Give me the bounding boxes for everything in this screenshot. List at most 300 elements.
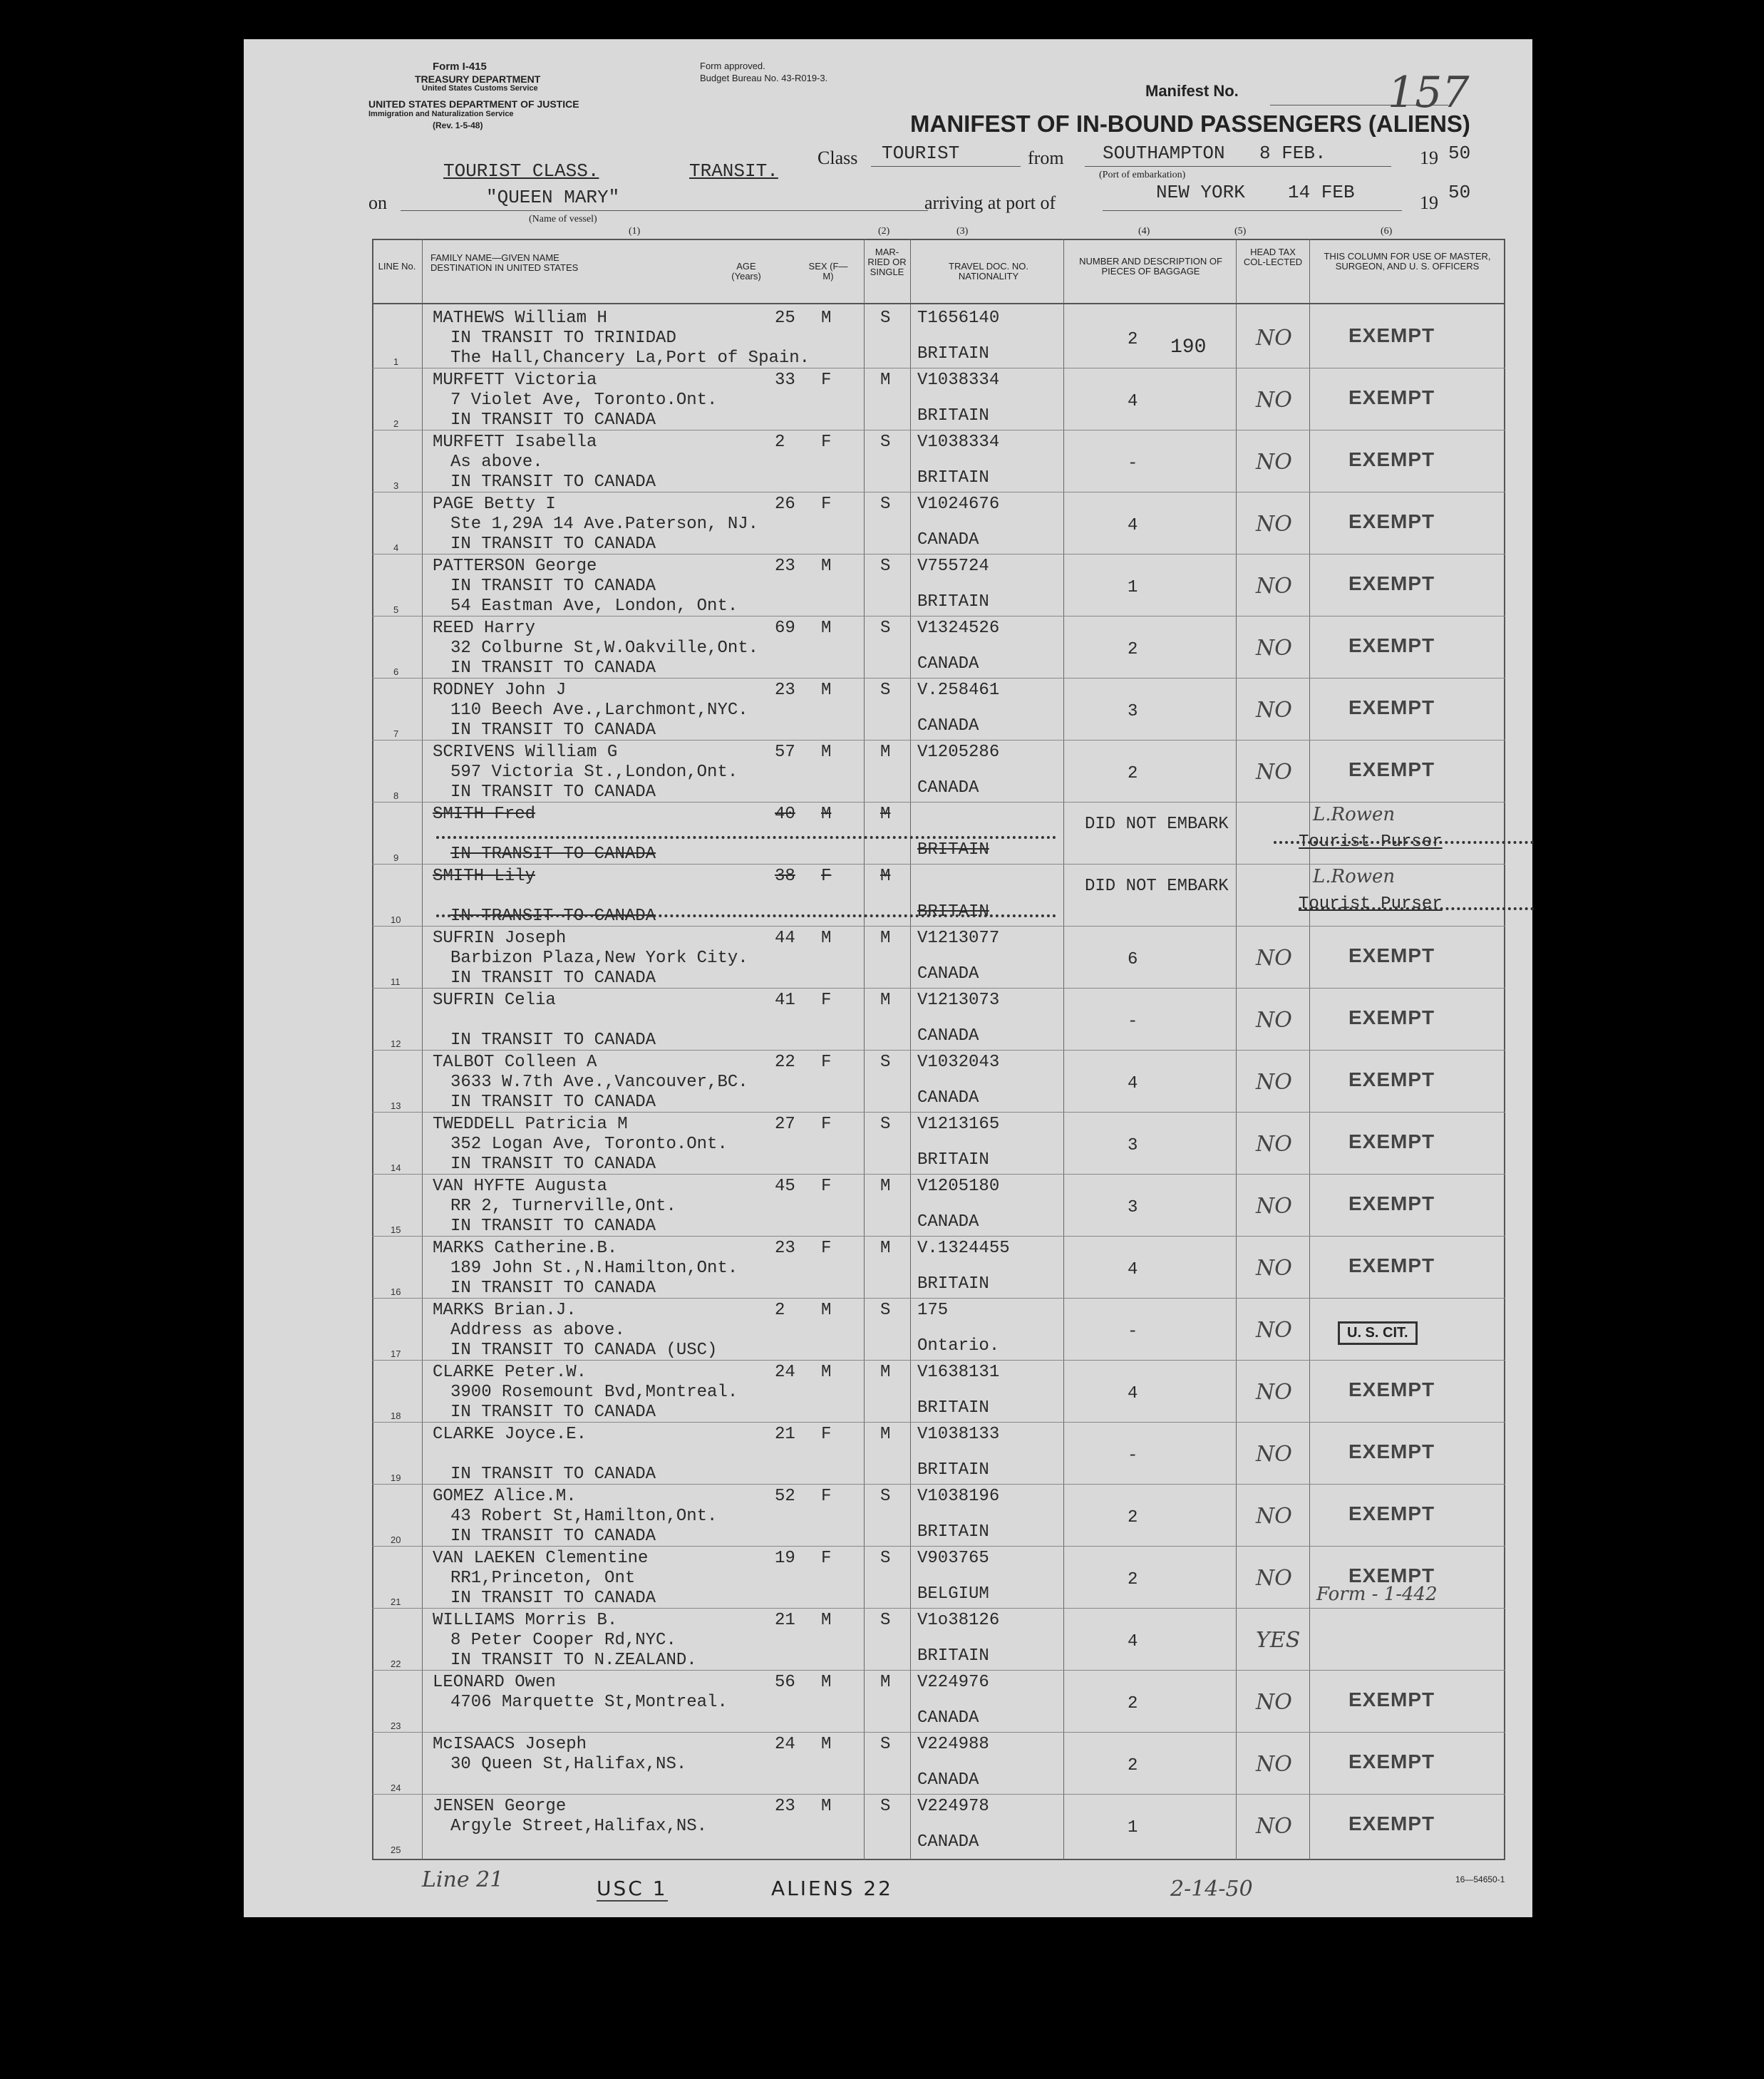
passenger-sex: M bbox=[821, 1673, 832, 1692]
baggage-count: - bbox=[1128, 1446, 1138, 1465]
line-number: 7 bbox=[393, 728, 399, 739]
revision: (Rev. 1-5-48) bbox=[433, 120, 483, 130]
officer-stamp: EXEMPT bbox=[1348, 386, 1435, 408]
passenger-sex: M bbox=[821, 1301, 832, 1320]
row-divider bbox=[372, 1670, 1505, 1671]
travel-doc-number: 175 bbox=[917, 1301, 949, 1320]
travel-doc-number: V1213165 bbox=[917, 1115, 1000, 1134]
year-prefix-1: 19 bbox=[1420, 148, 1438, 168]
passenger-name: CLARKE Joyce.E. bbox=[433, 1425, 587, 1444]
passenger-sex: F bbox=[821, 371, 832, 390]
passenger-name: SUFRIN Celia bbox=[433, 991, 556, 1010]
passenger-age: 19 bbox=[775, 1549, 795, 1568]
officer-stamp: EXEMPT bbox=[1348, 1502, 1435, 1525]
manifest-label: Manifest No. bbox=[1145, 82, 1239, 100]
head-tax: NO bbox=[1256, 760, 1292, 785]
baggage-count: 1 bbox=[1128, 578, 1138, 597]
travel-doc-number: V903765 bbox=[917, 1549, 989, 1568]
passenger-marital: M bbox=[880, 929, 891, 948]
line-number: 15 bbox=[391, 1224, 401, 1235]
passenger-age: 2 bbox=[775, 1301, 785, 1320]
passenger-address: 7 Violet Ave, Toronto.Ont. bbox=[450, 391, 718, 410]
baggage-count: 6 bbox=[1128, 950, 1138, 969]
passenger-address: 30 Queen St,Halifax,NS. bbox=[450, 1755, 687, 1774]
passenger-address: 352 Logan Ave, Toronto.Ont. bbox=[450, 1135, 728, 1154]
on-label: on bbox=[368, 192, 387, 213]
officer-stamp: EXEMPT bbox=[1348, 1130, 1435, 1152]
row-divider bbox=[372, 616, 1505, 617]
row-divider bbox=[372, 740, 1505, 741]
line-number: 25 bbox=[391, 1845, 401, 1855]
passenger-address: 597 Victoria St.,London,Ont. bbox=[450, 763, 738, 782]
vessel-name: "QUEEN MARY" bbox=[486, 187, 620, 208]
travel-doc-number: V1024676 bbox=[917, 495, 1000, 514]
header-head-tax: HEAD TAX COL-LECTED bbox=[1243, 247, 1303, 267]
passenger-sex: F bbox=[821, 495, 832, 514]
officer-stamp: EXEMPT bbox=[1348, 1564, 1435, 1587]
officer-stamp: Tourist Purser bbox=[1299, 894, 1443, 914]
header-divider bbox=[372, 303, 1505, 304]
embark-date: 8 FEB. bbox=[1259, 143, 1326, 164]
travel-doc-number: V224978 bbox=[917, 1797, 989, 1816]
passenger-marital: S bbox=[880, 1735, 891, 1754]
baggage-count: 4 bbox=[1128, 392, 1138, 411]
nationality: CANADA bbox=[917, 716, 979, 736]
passenger-marital: M bbox=[880, 867, 891, 886]
passenger-transit: 54 Eastman Ave, London, Ont. bbox=[450, 597, 738, 616]
passenger-name: WILLIAMS Morris B. bbox=[433, 1611, 618, 1630]
line-number: 6 bbox=[393, 666, 399, 677]
line-number: 23 bbox=[391, 1721, 401, 1731]
baggage-count: - bbox=[1128, 1012, 1138, 1031]
passenger-sex: M bbox=[821, 681, 832, 700]
passenger-age: 23 bbox=[775, 1797, 795, 1816]
head-tax: NO bbox=[1256, 1008, 1292, 1033]
passenger-age: 40 bbox=[775, 805, 795, 824]
officer-stamp: EXEMPT bbox=[1348, 1006, 1435, 1028]
class-label: Class bbox=[817, 148, 858, 168]
arrival-date: 14 FEB bbox=[1288, 182, 1355, 203]
line-number: 1 bbox=[393, 356, 399, 367]
passenger-age: 44 bbox=[775, 929, 795, 948]
head-tax: NO bbox=[1256, 1318, 1292, 1343]
passenger-sex: M bbox=[821, 619, 832, 638]
class-value: TOURIST bbox=[882, 143, 960, 164]
line-number: 21 bbox=[391, 1596, 401, 1607]
officer-stamp: EXEMPT bbox=[1348, 324, 1435, 346]
margin-note: Form - 1-442 bbox=[1316, 1584, 1438, 1605]
passenger-transit: IN TRANSIT TO CANADA bbox=[450, 969, 656, 988]
dotted-strike bbox=[1299, 907, 1534, 910]
line-number: 9 bbox=[393, 852, 399, 863]
port-embark-label: (Port of embarkation) bbox=[1099, 170, 1186, 180]
passenger-marital: M bbox=[880, 805, 891, 824]
row-divider bbox=[372, 988, 1505, 989]
passenger-age: 57 bbox=[775, 743, 795, 762]
passenger-sex: M bbox=[821, 805, 832, 824]
row-divider bbox=[372, 1546, 1505, 1547]
passenger-marital: S bbox=[880, 433, 891, 452]
nationality: CANADA bbox=[917, 1832, 979, 1852]
line-number: 13 bbox=[391, 1100, 401, 1111]
officer-stamp: EXEMPT bbox=[1348, 758, 1435, 780]
justice-dept: UNITED STATES DEPARTMENT OF JUSTICE bbox=[368, 98, 579, 110]
passenger-address: IN TRANSIT TO TRINIDAD bbox=[450, 329, 676, 348]
form-approved: Form approved. bbox=[700, 61, 765, 71]
passenger-sex: F bbox=[821, 991, 832, 1010]
passenger-name: SUFRIN Joseph bbox=[433, 929, 567, 948]
baggage-count: 2 bbox=[1128, 330, 1138, 349]
passenger-sex: F bbox=[821, 433, 832, 452]
passenger-name: SCRIVENS William G bbox=[433, 743, 618, 762]
travel-doc-number: V1038196 bbox=[917, 1487, 1000, 1506]
row-divider bbox=[372, 802, 1505, 803]
travel-doc-number: V1638131 bbox=[917, 1363, 1000, 1382]
passenger-marital: S bbox=[880, 1487, 891, 1506]
nationality: CANADA bbox=[917, 654, 979, 674]
line-number: 11 bbox=[391, 976, 401, 987]
travel-doc-number: V1205180 bbox=[917, 1177, 1000, 1196]
row-divider bbox=[372, 1112, 1505, 1113]
baggage-count: 2 bbox=[1128, 1694, 1138, 1713]
row-divider bbox=[372, 926, 1505, 927]
travel-doc-number: V1213077 bbox=[917, 929, 1000, 948]
passenger-age: 24 bbox=[775, 1735, 795, 1754]
officer-stamp: EXEMPT bbox=[1348, 510, 1435, 532]
baggage-count: 3 bbox=[1128, 1198, 1138, 1217]
passenger-sex: F bbox=[821, 1053, 832, 1072]
passenger-age: 23 bbox=[775, 1239, 795, 1258]
header-name: FAMILY NAME—GIVEN NAME DESTINATION IN UNITED STATES bbox=[430, 252, 579, 273]
nationality: CANADA bbox=[917, 778, 979, 798]
passenger-name: VAN LAEKEN Clementine bbox=[433, 1549, 649, 1568]
officer-stamp: EXEMPT bbox=[1348, 1440, 1435, 1462]
row-divider bbox=[372, 678, 1505, 679]
passenger-transit: IN TRANSIT TO CANADA bbox=[450, 907, 656, 926]
row-divider bbox=[372, 1360, 1505, 1361]
passenger-sex: M bbox=[821, 1611, 832, 1630]
header-travel-doc: TRAVEL DOC. NO. NATIONALITY bbox=[949, 261, 1028, 282]
baggage-count: - bbox=[1128, 454, 1138, 473]
passenger-marital: M bbox=[880, 1177, 891, 1196]
baggage-count: 2 bbox=[1128, 1756, 1138, 1775]
passenger-transit: IN TRANSIT TO CANADA bbox=[450, 411, 656, 430]
nationality: BRITAIN bbox=[917, 1150, 989, 1170]
head-tax: NO bbox=[1256, 946, 1292, 971]
nationality: BRITAIN bbox=[917, 406, 989, 425]
nationality: BRITAIN bbox=[917, 592, 989, 612]
officer-stamp: EXEMPT bbox=[1348, 1378, 1435, 1400]
passenger-name: TALBOT Colleen A bbox=[433, 1053, 597, 1072]
passenger-age: 24 bbox=[775, 1363, 795, 1382]
travel-doc-number: V224988 bbox=[917, 1735, 989, 1754]
passenger-age: 23 bbox=[775, 681, 795, 700]
passenger-age: 23 bbox=[775, 557, 795, 576]
travel-doc-number: T1656140 bbox=[917, 309, 1000, 328]
line-number: 18 bbox=[391, 1410, 401, 1421]
baggage-count: 2 bbox=[1128, 1508, 1138, 1527]
baggage-count: 1 bbox=[1128, 1818, 1138, 1837]
embark-port: SOUTHAMPTON bbox=[1103, 143, 1225, 164]
passenger-marital: M bbox=[880, 1239, 891, 1258]
nationality: BELGIUM bbox=[917, 1584, 989, 1604]
nationality: CANADA bbox=[917, 1770, 979, 1790]
footer-usc: USC 1 bbox=[597, 1877, 668, 1900]
passenger-transit: IN TRANSIT TO CANADA bbox=[450, 783, 656, 802]
port-line bbox=[1085, 166, 1391, 167]
baggage-count: 4 bbox=[1128, 1632, 1138, 1651]
travel-doc-number: V1038133 bbox=[917, 1425, 1000, 1444]
passenger-address: Ste 1,29A 14 Ave.Paterson, NJ. bbox=[450, 515, 759, 534]
passenger-marital: S bbox=[880, 1611, 891, 1630]
line-number: 2 bbox=[393, 418, 399, 429]
passenger-marital: S bbox=[880, 1797, 891, 1816]
year-1: 50 bbox=[1448, 143, 1471, 164]
officer-stamp: EXEMPT bbox=[1348, 1750, 1435, 1773]
passenger-transit: IN TRANSIT TO CANADA bbox=[450, 1403, 656, 1422]
passenger-marital: S bbox=[880, 1115, 891, 1134]
head-tax: NO bbox=[1256, 1442, 1292, 1467]
passenger-sex: F bbox=[821, 1425, 832, 1444]
passenger-address: RR 2, Turnerville,Ont. bbox=[450, 1197, 676, 1216]
head-tax: NO bbox=[1256, 1566, 1292, 1591]
head-tax: NO bbox=[1256, 512, 1292, 537]
row-divider bbox=[372, 1484, 1505, 1485]
margin-note: L.Rowen bbox=[1313, 804, 1396, 825]
passenger-age: 25 bbox=[775, 309, 795, 328]
margin-note: 190 bbox=[1170, 336, 1207, 358]
head-tax: NO bbox=[1256, 1752, 1292, 1777]
passenger-age: 52 bbox=[775, 1487, 795, 1506]
passenger-marital: M bbox=[880, 991, 891, 1010]
head-tax: NO bbox=[1256, 1380, 1292, 1405]
travel-doc-number: V1038334 bbox=[917, 371, 1000, 390]
passenger-name: MURFETT Isabella bbox=[433, 433, 597, 452]
header-sex: SEX (F—M) bbox=[808, 261, 848, 282]
line-number: 16 bbox=[391, 1286, 401, 1297]
nationality: BRITAIN bbox=[917, 1274, 989, 1294]
col-number-6: (6) bbox=[1381, 226, 1393, 237]
passenger-transit: IN TRANSIT TO CANADA bbox=[450, 1527, 656, 1546]
row-divider bbox=[372, 1732, 1505, 1733]
nationality: CANADA bbox=[917, 964, 979, 984]
arriving-label: arriving at port of bbox=[924, 192, 1056, 213]
head-tax: YES bbox=[1256, 1628, 1301, 1653]
passenger-age: 21 bbox=[775, 1611, 795, 1630]
year-prefix-2: 19 bbox=[1420, 192, 1438, 213]
passenger-name: PATTERSON George bbox=[433, 557, 597, 576]
line-number: 12 bbox=[391, 1038, 401, 1049]
header-age: AGE (Years) bbox=[731, 261, 761, 282]
officer-stamp: EXEMPT bbox=[1348, 448, 1435, 470]
transit-stamp: TRANSIT. bbox=[689, 160, 778, 182]
passenger-address: RR1,Princeton, Ont bbox=[450, 1569, 636, 1588]
dotted-strike bbox=[436, 914, 1056, 917]
header-line-no: LINE No. bbox=[378, 261, 416, 272]
footer-right-note: 2-14-50 bbox=[1170, 1877, 1253, 1902]
passenger-name: VAN HYFTE Augusta bbox=[433, 1177, 607, 1196]
passenger-marital: M bbox=[880, 743, 891, 762]
passenger-age: 38 bbox=[775, 867, 795, 886]
head-tax: NO bbox=[1256, 574, 1292, 599]
head-tax: NO bbox=[1256, 636, 1292, 661]
passenger-address: Address as above. bbox=[450, 1321, 625, 1340]
nationality: CANADA bbox=[917, 1212, 979, 1232]
passenger-age: 45 bbox=[775, 1177, 795, 1196]
head-tax: NO bbox=[1256, 450, 1292, 475]
travel-doc-number: V224976 bbox=[917, 1673, 989, 1692]
ins-service: Immigration and Naturalization Service bbox=[368, 110, 514, 118]
baggage-count: 2 bbox=[1128, 640, 1138, 659]
head-tax: NO bbox=[1256, 1070, 1292, 1095]
passenger-marital: M bbox=[880, 1425, 891, 1444]
passenger-marital: S bbox=[880, 1549, 891, 1568]
passenger-transit: IN TRANSIT TO CANADA bbox=[450, 473, 656, 492]
passenger-transit: IN TRANSIT TO CANADA bbox=[450, 1465, 656, 1484]
travel-doc-number: V1032043 bbox=[917, 1053, 1000, 1072]
nationality: BRITAIN bbox=[917, 902, 989, 922]
line-number: 19 bbox=[391, 1472, 401, 1483]
passenger-sex: M bbox=[821, 1363, 832, 1382]
nationality: CANADA bbox=[917, 1708, 979, 1728]
officer-stamp: Tourist Purser bbox=[1299, 832, 1443, 852]
nationality: BRITAIN bbox=[917, 468, 989, 487]
line-number: 5 bbox=[393, 604, 399, 615]
passenger-address: IN TRANSIT TO CANADA bbox=[450, 577, 656, 596]
passenger-address: Argyle Street,Halifax,NS. bbox=[450, 1817, 708, 1836]
officer-stamp: EXEMPT bbox=[1348, 1254, 1435, 1276]
head-tax: NO bbox=[1256, 1256, 1292, 1281]
vessel-line bbox=[401, 210, 928, 211]
year-2: 50 bbox=[1448, 182, 1471, 203]
officer-stamp: EXEMPT bbox=[1348, 944, 1435, 966]
travel-doc-number: V1324526 bbox=[917, 619, 1000, 638]
passenger-transit: IN TRANSIT TO CANADA bbox=[450, 721, 656, 740]
head-tax: NO bbox=[1256, 1504, 1292, 1529]
officer-stamp: EXEMPT bbox=[1348, 1688, 1435, 1711]
arrival-port: NEW YORK bbox=[1156, 182, 1245, 203]
officer-stamp: U. S. CIT. bbox=[1338, 1321, 1418, 1345]
passenger-age: 69 bbox=[775, 619, 795, 638]
passenger-age: 33 bbox=[775, 371, 795, 390]
baggage-count: 4 bbox=[1128, 516, 1138, 535]
passenger-sex: F bbox=[821, 1487, 832, 1506]
baggage-count: 3 bbox=[1128, 1136, 1138, 1155]
passenger-sex: M bbox=[821, 557, 832, 576]
passenger-address: 3633 W.7th Ave.,Vancouver,BC. bbox=[450, 1073, 748, 1092]
line-number: 4 bbox=[393, 542, 399, 553]
margin-note: L.Rowen bbox=[1313, 866, 1396, 887]
passenger-name: MURFETT Victoria bbox=[433, 371, 597, 390]
officer-stamp: EXEMPT bbox=[1348, 572, 1435, 594]
head-tax: NO bbox=[1256, 1132, 1292, 1157]
passenger-name: REED Harry bbox=[433, 619, 536, 638]
travel-doc-number: V1038334 bbox=[917, 433, 1000, 452]
passenger-transit: The Hall,Chancery La,Port of Spain. bbox=[450, 349, 810, 368]
baggage-count: 3 bbox=[1128, 702, 1138, 721]
col-number-2: (2) bbox=[878, 226, 890, 237]
line-number: 17 bbox=[391, 1348, 401, 1359]
passenger-name: SMITH Fred bbox=[433, 805, 536, 824]
dotted-strike bbox=[436, 836, 1056, 839]
passenger-name: PAGE Betty I bbox=[433, 495, 556, 514]
line-number: 24 bbox=[391, 1783, 401, 1793]
nationality: CANADA bbox=[917, 530, 979, 550]
arrival-line bbox=[1103, 210, 1402, 211]
passenger-marital: S bbox=[880, 1053, 891, 1072]
officer-stamp: EXEMPT bbox=[1348, 1192, 1435, 1214]
passenger-marital: S bbox=[880, 495, 891, 514]
passenger-marital: M bbox=[880, 1673, 891, 1692]
row-divider bbox=[372, 864, 1505, 865]
passenger-name: MATHEWS William H bbox=[433, 309, 607, 328]
vessel-label: (Name of vessel) bbox=[529, 214, 597, 225]
nationality: BRITAIN bbox=[917, 1460, 989, 1480]
head-tax: NO bbox=[1256, 1690, 1292, 1715]
col-number-1: (1) bbox=[629, 226, 641, 237]
passenger-name: TWEDDELL Patricia M bbox=[433, 1115, 628, 1134]
passenger-marital: S bbox=[880, 619, 891, 638]
passenger-transit: IN TRANSIT TO CANADA bbox=[450, 535, 656, 554]
passenger-age: 22 bbox=[775, 1053, 795, 1072]
nationality: BRITAIN bbox=[917, 1398, 989, 1418]
passenger-address: As above. bbox=[450, 453, 543, 472]
passenger-transit: IN TRANSIT TO CANADA bbox=[450, 1031, 656, 1050]
header-baggage: NUMBER AND DESCRIPTION OF PIECES OF BAGGAGE bbox=[1079, 256, 1222, 277]
officer-stamp: EXEMPT bbox=[1348, 1068, 1435, 1090]
from-label: from bbox=[1028, 148, 1064, 168]
travel-doc-number: V.258461 bbox=[917, 681, 1000, 700]
passenger-name: LEONARD Owen bbox=[433, 1673, 556, 1692]
class-line bbox=[871, 166, 1021, 167]
row-divider bbox=[372, 1422, 1505, 1423]
passenger-sex: F bbox=[821, 867, 832, 886]
passenger-address: 3900 Rosemount Bvd,Montreal. bbox=[450, 1383, 738, 1402]
row-divider bbox=[372, 1236, 1505, 1237]
passenger-transit: IN TRANSIT TO CANADA bbox=[450, 1093, 656, 1112]
passenger-transit: IN TRANSIT TO CANADA bbox=[450, 1155, 656, 1174]
row-divider bbox=[372, 1050, 1505, 1051]
passenger-age: 56 bbox=[775, 1673, 795, 1692]
col-number-4: (4) bbox=[1138, 226, 1150, 237]
officer-stamp: EXEMPT bbox=[1348, 1812, 1435, 1835]
officer-stamp: EXEMPT bbox=[1348, 634, 1435, 656]
nationality: BRITAIN bbox=[917, 1646, 989, 1666]
passenger-address: 189 John St.,N.Hamilton,Ont. bbox=[450, 1259, 738, 1278]
passenger-address: 4706 Marquette St,Montreal. bbox=[450, 1693, 728, 1712]
baggage-count: DID NOT EMBARK bbox=[1085, 815, 1229, 834]
passenger-sex: M bbox=[821, 929, 832, 948]
col-number-3: (3) bbox=[956, 226, 969, 237]
passenger-name: MARKS Brian.J. bbox=[433, 1301, 577, 1320]
nationality: CANADA bbox=[917, 1026, 979, 1046]
passenger-name: GOMEZ Alice.M. bbox=[433, 1487, 577, 1506]
baggage-count: DID NOT EMBARK bbox=[1085, 877, 1229, 896]
line-number: 22 bbox=[391, 1658, 401, 1669]
manifest-number: 157 bbox=[1388, 68, 1470, 118]
passenger-marital: S bbox=[880, 557, 891, 576]
manifest-title: MANIFEST OF IN-BOUND PASSENGERS (ALIENS) bbox=[910, 110, 1470, 137]
passenger-sex: M bbox=[821, 1797, 832, 1816]
head-tax: NO bbox=[1256, 698, 1292, 723]
nationality: CANADA bbox=[917, 1088, 979, 1108]
travel-doc-number: V1213073 bbox=[917, 991, 1000, 1010]
head-tax: NO bbox=[1256, 1814, 1292, 1839]
passenger-age: 26 bbox=[775, 495, 795, 514]
passenger-name: MARKS Catherine.B. bbox=[433, 1239, 618, 1258]
head-tax: NO bbox=[1256, 326, 1292, 351]
passenger-marital: M bbox=[880, 1363, 891, 1382]
